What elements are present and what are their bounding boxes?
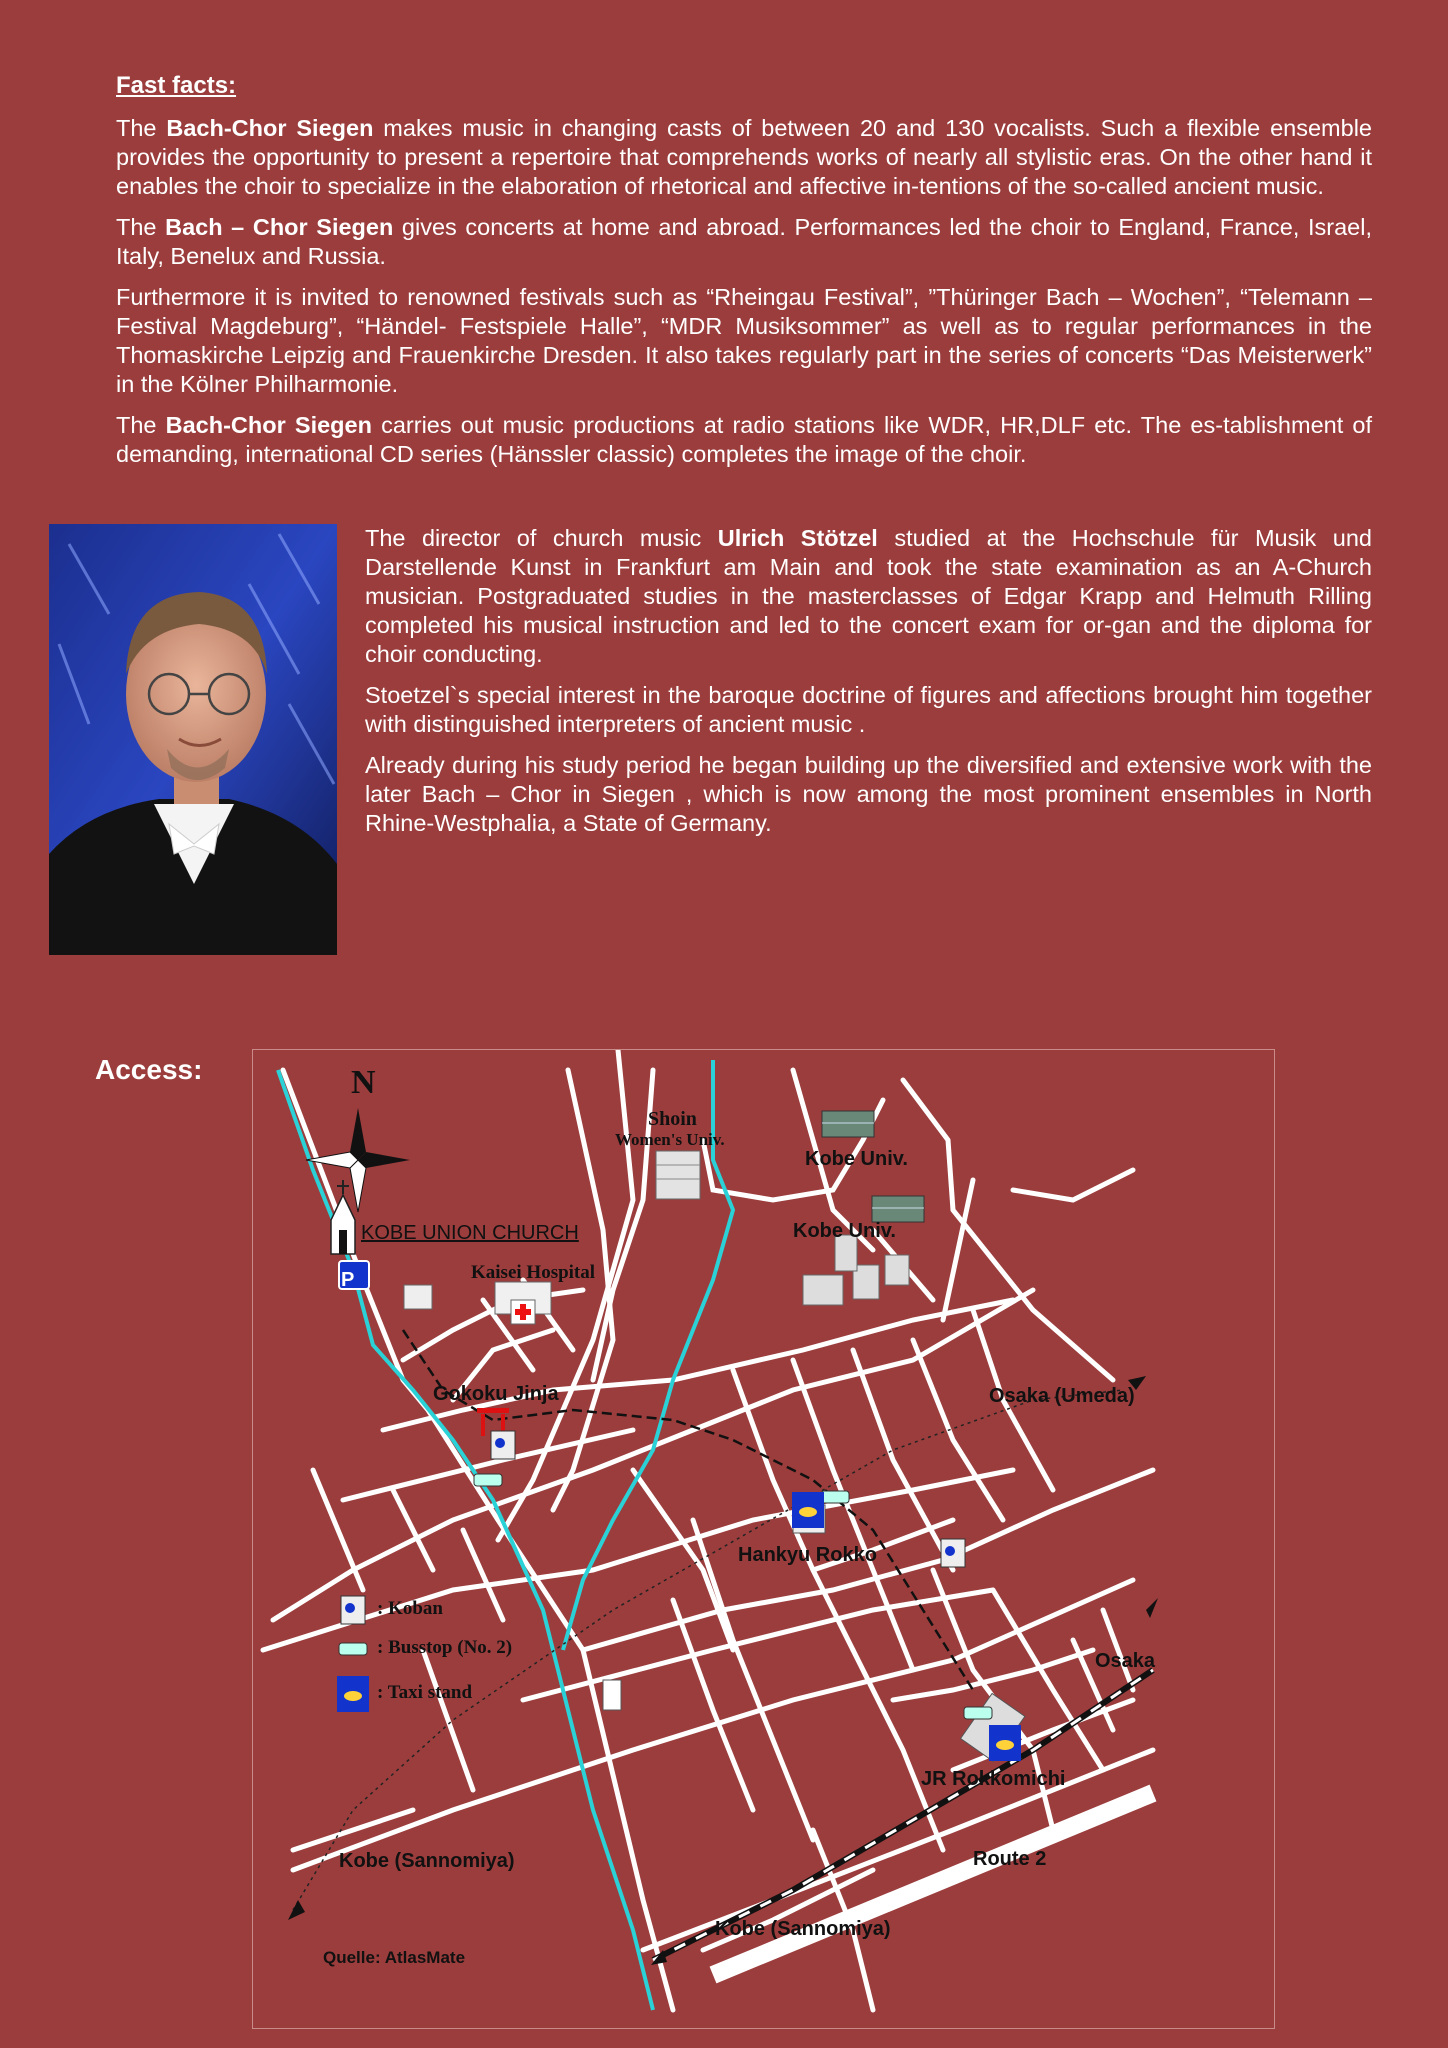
busstop-icon <box>474 1474 502 1486</box>
kobe-sannomiya-label-1: Kobe (Sannomiya) <box>339 1850 515 1872</box>
director-bio-section <box>365 524 1372 850</box>
map-source-credit: Quelle: AtlasMate <box>323 1948 466 1967</box>
legend-taxi <box>377 1682 472 1704</box>
legend-koban <box>377 1598 443 1620</box>
university-building-icon <box>822 1111 874 1137</box>
route-2-label: Route 2 <box>973 1848 1047 1870</box>
parking-label: P <box>341 1269 355 1291</box>
map-road-network <box>253 1050 1275 2029</box>
university-buildings-icon <box>803 1235 909 1305</box>
north-label: N <box>351 1064 376 1101</box>
osaka-umeda-label: Osaka (Umeda) <box>989 1385 1135 1407</box>
taxi-stand-icon <box>989 1725 1021 1761</box>
office-building-icon <box>404 1285 432 1309</box>
busstop-icon <box>821 1491 849 1503</box>
shoin-label: Shoin <box>648 1108 697 1130</box>
access-heading: Access: <box>95 1054 203 1085</box>
kobe-univ-label-2: Kobe Univ. <box>793 1220 896 1242</box>
bio-paragraph-2: Stoetzel`s special interest in the baroque doctrine of figures and affections brought him together with distinguished interpreters of ancient music . <box>365 682 1372 737</box>
legend-taxi-label: : Taxi stand <box>377 1682 473 1703</box>
kobe-univ-label-1: Kobe Univ. <box>805 1148 908 1170</box>
text-run: studied at the Hochschule für Musik und Darstellende Kunst in Frankfurt am Main and took the state examination as an A-Church musician. Postgraduated studies in the masterclasses of Edgar Krapp and Helmuth Rilling completed his musical instruction and led to the concert exam for or-gan and the diploma for choir conducting. <box>365 525 1372 667</box>
facts-paragraph-2 <box>116 213 1372 271</box>
kaisei-hospital-label: Kaisei Hospital <box>471 1262 596 1283</box>
text-run: The <box>116 412 166 438</box>
text-run: carries out music productions at radio stations like WDR, HR,DLF etc. The es-tablishment of demanding, international CD series (Hänssler classic) completes the image of the choir. <box>116 412 1372 467</box>
fast-facts-section <box>116 72 1372 481</box>
access-map <box>252 1049 1275 2029</box>
text-run: makes music in changing casts of between 20 and 130 vocalists. Such a flexible ensemble provides the opportunity to present a repertoire that comprehends works of nearly all stylistic eras. On the other hand it enables the choir to specialize in the elaboration of rhetorical and affective in-tentions of the so-called ancient music. <box>116 115 1372 199</box>
koban-icon <box>491 1431 515 1459</box>
hankyu-rokko-label: Hankyu Rokko <box>738 1544 877 1566</box>
legend-koban-icon <box>341 1596 365 1624</box>
director-name: Ulrich Stötzel <box>717 525 878 551</box>
director-portrait-photo <box>49 524 337 955</box>
text-run: gives concerts at home and abroad. Performances led the choir to England, France, Israel, Italy, Benelux and Russia. <box>116 214 1372 269</box>
legend-busstop-label: : Busstop (No. 2) <box>377 1637 513 1658</box>
university-building-icon <box>656 1151 700 1199</box>
kobe-sannomiya-label-2: Kobe (Sannomiya) <box>715 1918 891 1940</box>
choir-name: Bach-Chor Siegen <box>165 412 372 438</box>
legend-koban-label: : Koban <box>377 1598 443 1619</box>
legend-busstop-icon <box>339 1643 367 1655</box>
womens-univ-label: Women's Univ. <box>615 1130 725 1149</box>
jr-rokkomichi-label: JR Rokkomichi <box>921 1768 1066 1790</box>
kobe-union-church-label: KOBE UNION CHURCH <box>361 1222 579 1244</box>
facts-paragraph-1 <box>116 114 1372 201</box>
legend-busstop <box>377 1637 512 1659</box>
university-building-icon <box>872 1196 924 1222</box>
choir-name: Bach – Chor Siegen <box>165 214 394 240</box>
church-icon <box>331 1180 355 1254</box>
bio-paragraph-1 <box>365 524 1372 669</box>
facts-paragraph-4 <box>116 411 1372 469</box>
taxi-stand-icon <box>792 1492 824 1528</box>
legend-taxi-icon <box>337 1676 369 1712</box>
busstop-icon <box>964 1707 992 1719</box>
text-run: The <box>116 115 167 141</box>
choir-name: Bach-Chor Siegen <box>166 115 374 141</box>
facts-paragraph-3: Furthermore it is invited to renowned festivals such as “Rheingau Festival”, ”Thüringer Bach – Wochen”, “Telemann – Festival Magdeburg”, “Händel- Festspiele Halle”, “MDR Musiksommer” as well as to regular performances in the Thomaskirche Leipzig and Frauenkirche Dresden. It also takes regularly part in the series of concerts “Das Meisterwerk” in the Kölner Philharmonie. <box>116 284 1372 397</box>
bio-paragraph-3: Already during his study period he began building up the diversified and extensive work with the later Bach – Chor in Siegen , which is now among the most prominent ensembles in North Rhine-Westphalia, a State of Germany. <box>365 752 1372 836</box>
hospital-icon <box>495 1282 551 1324</box>
koban-icon <box>941 1539 965 1567</box>
text-run: The <box>116 214 166 240</box>
text-run: The director of church music <box>365 525 718 551</box>
osaka-label: Osaka <box>1095 1650 1156 1672</box>
gokoku-jinja-label: Gokoku Jinja <box>433 1383 559 1405</box>
fast-facts-heading: Fast facts: <box>116 72 237 99</box>
